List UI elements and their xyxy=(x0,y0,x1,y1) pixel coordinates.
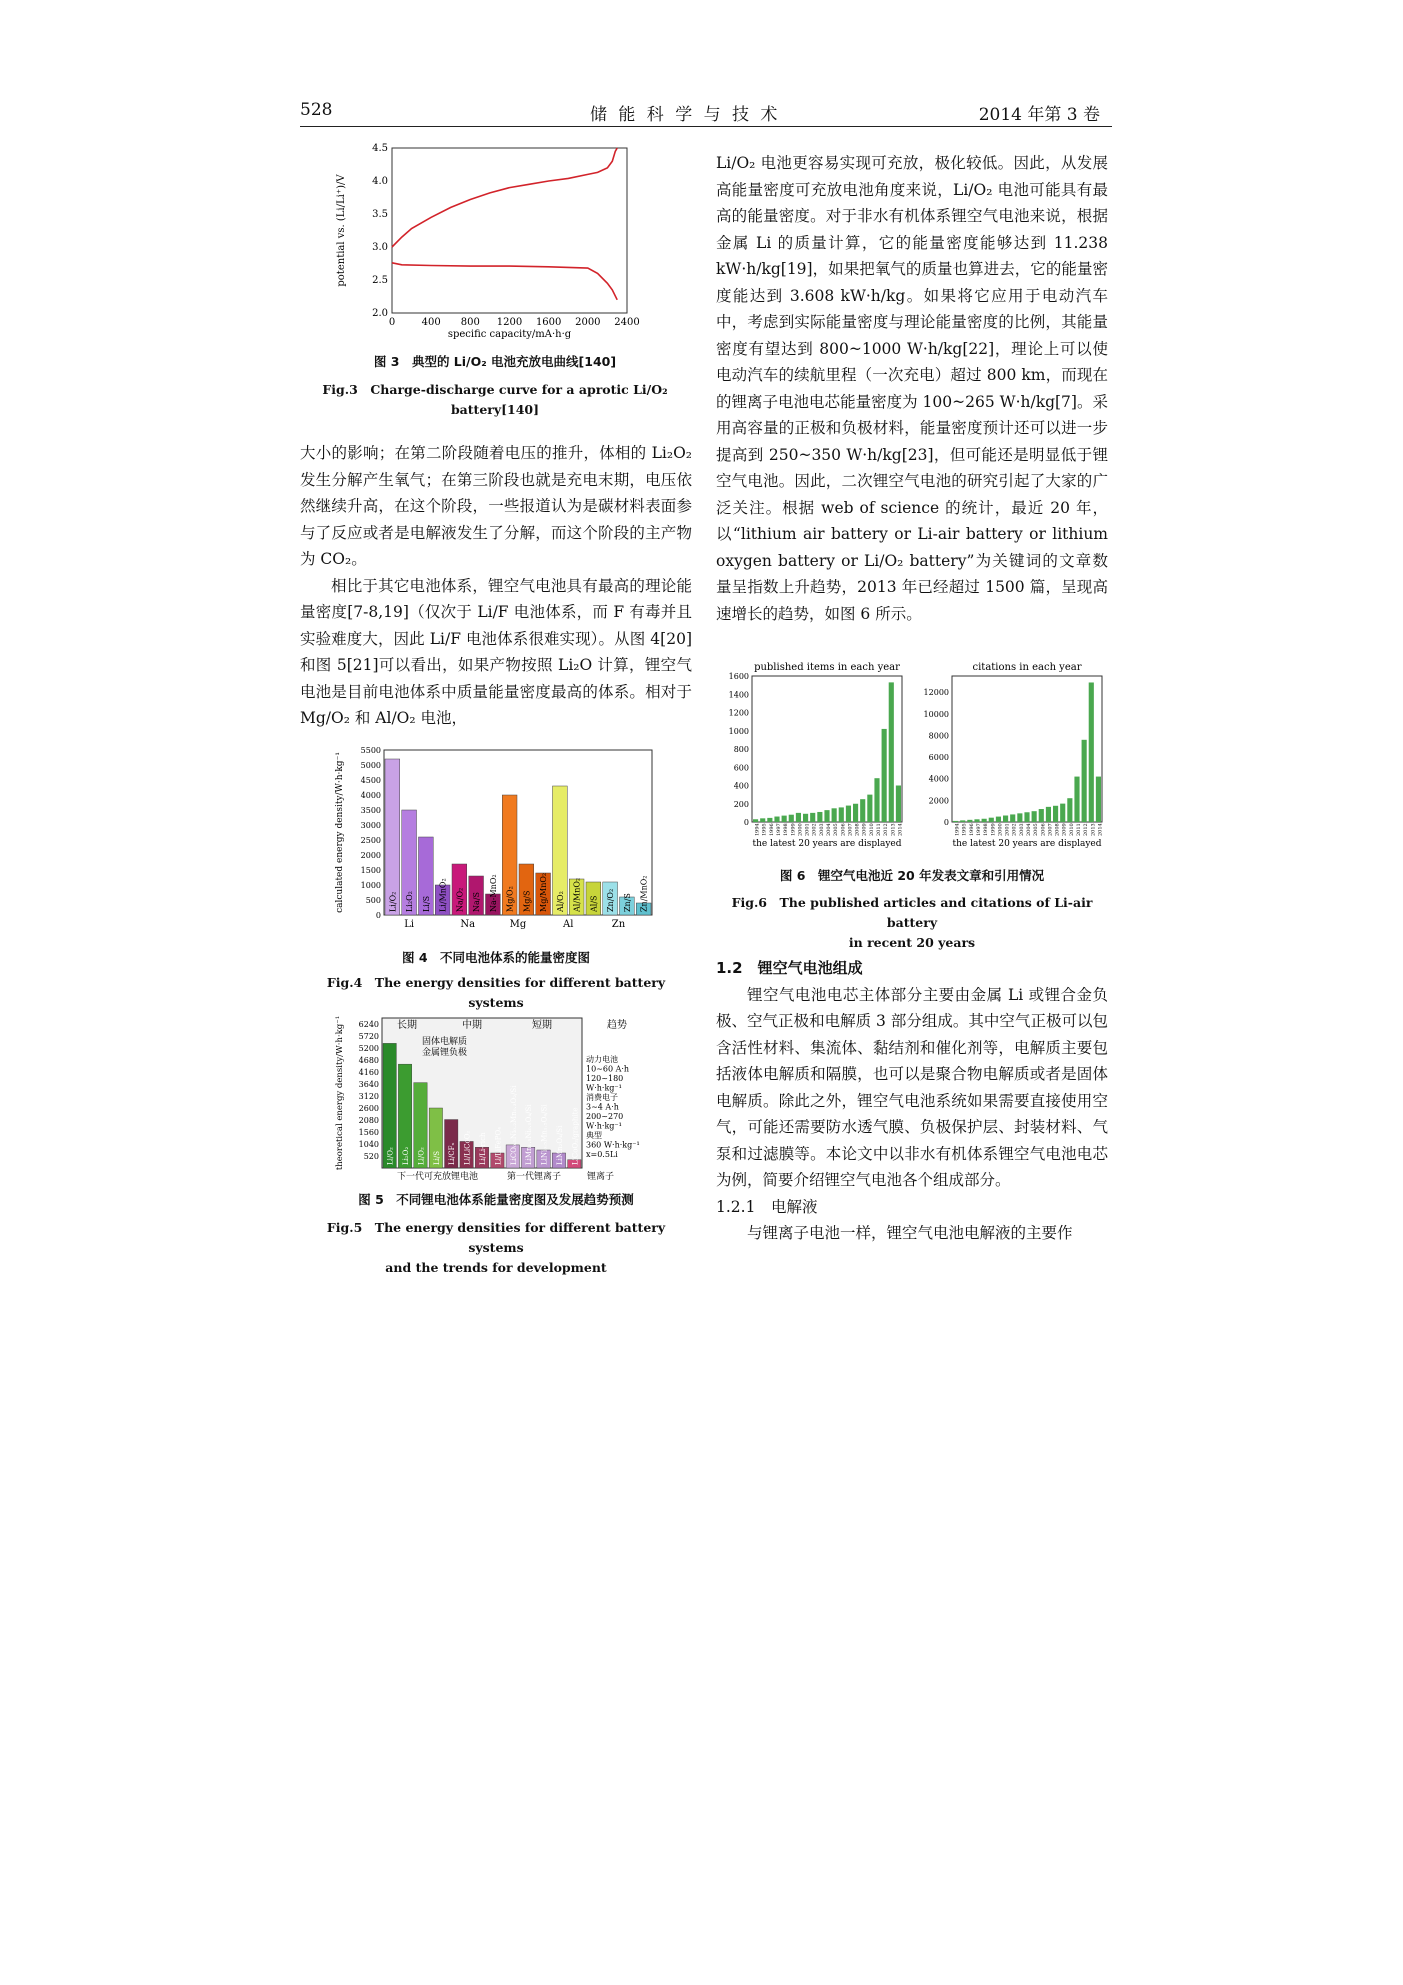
fig5-y-tick: 3640 xyxy=(358,1080,379,1089)
fig6-x-label: the latest 20 years are displayed xyxy=(952,839,1102,849)
fig6-x-tick: 2001 xyxy=(1004,823,1011,836)
fig4-bar-label: Li/O₂ xyxy=(388,891,398,912)
fig6-y-tick: 0 xyxy=(743,818,749,827)
fig6-bar xyxy=(810,813,815,822)
fig3-plot-frame xyxy=(392,148,627,313)
fig5-bar-label: Li/O₂ xyxy=(417,1147,426,1165)
fig6-x-tick: 2007 xyxy=(847,823,854,836)
fig6-bar xyxy=(1010,814,1015,822)
fig6-bar xyxy=(796,813,801,822)
fig6-x-tick: 2010 xyxy=(868,823,875,836)
fig3-x-tick: 0 xyxy=(388,317,396,328)
fig6-x-tick: 1995 xyxy=(761,823,768,836)
fig5-y-tick: 4160 xyxy=(358,1068,379,1077)
journal-title: 储 能 科 学 与 技 术 xyxy=(590,105,781,125)
fig6-x-tick: 2005 xyxy=(833,823,840,836)
fig6-x-tick: 2007 xyxy=(1047,823,1054,836)
fig5-bottom-label: 锂离子 xyxy=(587,1172,615,1182)
fig6-bar xyxy=(1096,777,1101,822)
fig6-x-tick: 1997 xyxy=(976,823,982,836)
fig3-x-tick: 2000 xyxy=(575,317,601,328)
fig6-bar xyxy=(767,818,772,822)
fig6-bar xyxy=(996,817,1001,822)
fig5-caption-cn: 图 5 不同锂电池体系能量密度图及发展趋势预测 xyxy=(358,1192,634,1207)
left-paragraph-1: 大小的影响；在第二阶段随着电压的推升，体相的 Li₂O₂ 发生分解产生氧气；在第三阶段也就是充电末期，电压依然继续升高，在这个阶段，一些报道认为是碳材料表面参与了反应或者是电解液发生了分解，而这个阶段的主产物为 CO₂。 xyxy=(300,444,692,568)
fig4-bar-label: Mg/S xyxy=(522,890,532,912)
fig4-y-tick: 5500 xyxy=(360,746,381,755)
fig6-chart-title: citations in each year xyxy=(972,662,1082,673)
fig6-bar xyxy=(974,819,979,822)
fig6-y-tick: 4000 xyxy=(928,774,949,784)
fig3-x-tick: 400 xyxy=(421,317,441,328)
fig6-bar xyxy=(782,816,787,822)
fig5-y-tick: 2080 xyxy=(358,1116,379,1125)
fig6-bar xyxy=(789,815,794,822)
fig4-bar-label: Al/MnO₂ xyxy=(572,877,582,912)
fig5-bar-label: LiMn₂O₄/Si xyxy=(555,1125,564,1165)
fig6-x-tick: 2013 xyxy=(1090,823,1097,836)
fig6-bar xyxy=(1082,740,1087,822)
fig6-x-tick: 1998 xyxy=(783,823,790,836)
fig6-x-tick: 2011 xyxy=(1076,823,1082,836)
fig5-bar-label: LiCoO₂/graphite xyxy=(571,1107,580,1165)
fig5-y-tick: 1040 xyxy=(358,1140,379,1149)
fig6-x-tick: 1999 xyxy=(990,823,997,836)
fig5-y-tick: 1560 xyxy=(358,1128,379,1137)
fig6-bar xyxy=(817,812,822,822)
fig5-zone-note: 金属锂负极 xyxy=(422,1048,468,1058)
fig6-bar xyxy=(1017,813,1022,822)
fig4-bar-label: Li₂O₂ xyxy=(405,891,415,912)
fig6-bar xyxy=(1039,809,1044,822)
fig5-y-tick: 5720 xyxy=(358,1032,379,1041)
fig6-x-tick: 1995 xyxy=(961,823,968,836)
fig4-bar-label: Zn/MnO₂ xyxy=(639,875,649,912)
fig6-bar xyxy=(853,804,858,822)
fig5-right-note: W·h·kg⁻¹ xyxy=(586,1121,622,1131)
fig3-caption-cn: 图 3 典型的 Li/O₂ 电池充放电曲线[140] xyxy=(373,354,617,369)
fig6-y-tick: 2000 xyxy=(928,796,949,806)
fig5-y-tick: 2600 xyxy=(358,1104,379,1113)
fig4-y-tick: 4000 xyxy=(360,791,381,800)
fig6-bar xyxy=(989,818,994,822)
fig3-x-tick: 2400 xyxy=(614,317,640,328)
fig6-bar xyxy=(889,682,894,822)
fig6-bar xyxy=(1046,807,1051,822)
fig6-x-tick: 2014 xyxy=(897,823,904,836)
fig6-x-tick: 1998 xyxy=(983,823,990,836)
fig5-bar-label: Li/CFₓ xyxy=(448,1142,457,1165)
left-column-text xyxy=(300,440,692,732)
fig5-y-tick: 4680 xyxy=(358,1056,379,1065)
fig6-x-tick: 2012 xyxy=(1083,823,1090,836)
fig3-y-tick: 3.0 xyxy=(372,242,388,253)
fig6-x-tick: 2004 xyxy=(1026,823,1032,836)
fig6-x-tick: 1994 xyxy=(754,823,761,836)
fig5-right-note: 200~270 xyxy=(586,1112,624,1121)
fig6-bar xyxy=(1053,806,1058,822)
fig5-bottom-label: 第一代锂离子 xyxy=(507,1172,562,1182)
fig6-x-tick: 1994 xyxy=(954,823,961,836)
fig4-y-tick: 4500 xyxy=(360,776,381,785)
fig4-bar-label: Mg/MnO₂ xyxy=(539,872,549,912)
fig4-bar-label: Al/O₂ xyxy=(555,891,565,912)
fig4-y-tick: 1000 xyxy=(360,881,381,890)
fig4-bar-label: Na-MnO₂ xyxy=(488,874,498,912)
fig6-x-tick: 2002 xyxy=(811,823,818,836)
fig6-y-tick: 6000 xyxy=(928,753,949,763)
fig4-group-label: Li xyxy=(404,919,415,930)
fig5-bar-label: Li/LiFePO₄ xyxy=(494,1126,503,1165)
fig6-bar xyxy=(882,729,887,822)
fig6-bar xyxy=(774,817,779,822)
fig6-x-tick: 2008 xyxy=(854,823,861,836)
fig5-bar-label: LiCO₀.₅Ni₀.₂Mn₀.₃O₂/Si xyxy=(509,1085,518,1165)
fig6-bar xyxy=(1060,804,1065,822)
fig5-zone-label: 中期 xyxy=(462,1020,482,1031)
fig3-x-label: specific capacity/mA·h·g xyxy=(447,329,572,340)
fig6-bar xyxy=(860,799,865,822)
fig4-bar xyxy=(385,759,400,915)
fig5-zone-label: 短期 xyxy=(532,1020,552,1031)
fig6-x-tick: 2000 xyxy=(797,823,804,836)
fig5-zone-label: 趋势 xyxy=(607,1020,627,1031)
right-column-text-bottom xyxy=(716,955,1108,1247)
right-paragraph-3: 与锂离子电池一样，锂空气电池电解液的主要作 xyxy=(747,1224,1073,1242)
fig5-right-note: x=0.5Li xyxy=(586,1150,618,1159)
fig6-x-tick: 2005 xyxy=(1033,823,1040,836)
fig3-y-tick: 4.5 xyxy=(372,143,388,154)
fig6-x-tick: 1997 xyxy=(776,823,782,836)
fig6-caption-en-line2: in recent 20 years xyxy=(848,935,976,950)
fig5-y-label: theoretical energy density/W·h·kg⁻¹ xyxy=(335,1015,345,1171)
fig6-x-label: the latest 20 years are displayed xyxy=(752,839,902,849)
page-number: 528 xyxy=(300,100,333,120)
fig5-bar-label: LiNi₀.₅Mn₁.₅O₄/Si xyxy=(540,1104,549,1165)
fig6-bar xyxy=(1089,682,1094,822)
fig3-caption-en-line1: Fig.3 Charge-discharge curve for a aprotic Li/O₂ xyxy=(322,382,668,397)
fig6-bar xyxy=(1003,816,1008,822)
fig5-right-note: 3~4 A·h xyxy=(586,1102,619,1112)
fig4-y-label: calculated energy density/W·h·kg⁻¹ xyxy=(335,752,345,913)
fig4-bar-label: Zn/O₂ xyxy=(606,888,616,912)
fig4-group-label: Na xyxy=(460,919,476,930)
fig3-x-tick: 800 xyxy=(460,317,480,328)
fig3-y-label: potential vs. (Li/Li⁺)/V xyxy=(336,174,347,287)
fig6-x-tick: 2001 xyxy=(804,823,811,836)
fig6-y-tick: 1400 xyxy=(728,690,749,700)
fig5-right-note: 消费电子 xyxy=(586,1093,618,1102)
fig6-bar xyxy=(867,795,872,822)
fig4-y-tick: 2000 xyxy=(360,851,381,860)
fig6-x-tick: 2011 xyxy=(876,823,882,836)
fig5-right-note: 10~60 A·h xyxy=(586,1064,630,1074)
fig4-y-tick: 0 xyxy=(375,911,381,920)
fig4-bar-label: Li/S xyxy=(421,895,431,912)
left-paragraph-2: 相比于其它电池体系，锂空气电池具有最高的理论能量密度[7-8,19]（仅次于 Li/F 电池体系，而 F 有毒并且实验难度大，因此 Li/F 电池体系很难实现）。从图 4[20]和图 5[21]可以看出，如果产物按照 Li₂O 计算，锂空气电池是目前电池体系中质量能量密度最高的体系。相对于 Mg/O₂ 和 Al/O₂ 电池， xyxy=(300,576,692,727)
fig3-chart xyxy=(330,140,650,350)
fig3-caption-en-line2: battery[140] xyxy=(450,402,540,417)
fig3-y-tick: 4.0 xyxy=(372,176,388,187)
fig6-y-tick: 0 xyxy=(943,818,949,827)
fig5-right-note: 360 W·h·kg⁻¹ xyxy=(586,1140,640,1150)
fig6-x-tick: 2008 xyxy=(1054,823,1061,836)
fig6-bar xyxy=(839,807,844,822)
fig5-zone-label: 长期 xyxy=(397,1020,417,1031)
fig5-zone-note: 固体电解质 xyxy=(422,1037,468,1047)
fig6-x-tick: 1996 xyxy=(968,823,975,836)
fig5-chart xyxy=(332,1010,672,1182)
fig4-bar-label: Li/MnO₂ xyxy=(438,878,448,912)
fig4-bar-label: Mg/O₂ xyxy=(505,886,515,912)
fig4-group-label: Al xyxy=(563,919,574,930)
fig5-right-note: 典型 xyxy=(586,1131,602,1140)
fig6-y-tick: 8000 xyxy=(928,731,949,741)
fig3-y-tick: 3.5 xyxy=(372,209,388,220)
fig6-bar xyxy=(896,786,901,823)
fig6-bar xyxy=(874,778,879,822)
right-column-text-top xyxy=(716,150,1108,627)
fig6-chart xyxy=(716,660,1108,858)
fig4-bar-label: Zn/S xyxy=(622,893,632,912)
fig6-bar xyxy=(824,810,829,822)
fig6-x-tick: 2002 xyxy=(1011,823,1018,836)
fig6-x-tick: 1999 xyxy=(790,823,797,836)
fig5-bar-label: Li/Li-rich xyxy=(479,1132,487,1165)
fig6-caption-en-line1: Fig.6 The published articles and citations of Li-air battery xyxy=(731,895,1093,930)
fig5-y-tick: 6240 xyxy=(358,1020,379,1029)
fig6-bar xyxy=(803,814,808,822)
fig6-bar xyxy=(846,806,851,822)
fig3-x-tick: 1600 xyxy=(535,317,562,328)
right-paragraph-1: Li/O₂ 电池更容易实现可充放，极化较低。因此，从发展高能量密度可充放电池角度来说，Li/O₂ 电池可能具有最高的能量密度。对于非水有机体系锂空气电池来说，根据金属 Li 的质量计算，它的能量密度能够达到 11.238 kW·h/kg[19]，如果把氧气的质量也算进去，它的能量密度能达到 3.608 kW·h/kg。如果将它应用于电动汽车中，考虑到实际能量密度与理论能量密度的比例，其能量密度有望达到 800~1000 W·h/kg[22]，理论上可以使电动汽车的续航里程（一次充电）超过 800 km，而现在的锂离子电池电芯能量密度为 100~265 W·h/kg[7]。采用高容量的正极和负极材料，能量密度预计还可以进一步提高到 250~350 W·h/kg[23]，但可能还是明显低于锂空气电池。因此，二次锂空气电池的研究引起了大家的广泛关注。根据 web of science 的统计，最近 20 年，以“lithium air battery or Li-air battery or lithium oxygen battery or Li/O₂ battery”为关键词的文章数量呈指数上升趋势，2013 年已经超过 1500 篇，呈现高速增长的趋势，如图 6 所示。 xyxy=(716,154,1108,623)
fig6-bar xyxy=(1067,798,1072,822)
fig4-y-tick: 500 xyxy=(365,896,381,905)
fig6-x-tick: 2013 xyxy=(890,823,897,836)
fig5-caption-en-line2: and the trends for development xyxy=(385,1260,607,1275)
fig4-bar-label: Al/S xyxy=(589,895,599,912)
fig4-y-tick: 2500 xyxy=(360,836,381,845)
fig6-caption-cn: 图 6 锂空气电池近 20 年发表文章和引用情况 xyxy=(779,868,1045,883)
running-header xyxy=(300,96,1112,127)
fig5-bar-label: Li/LiCoO₂ xyxy=(463,1130,472,1165)
fig6-x-tick: 2000 xyxy=(997,823,1004,836)
fig6-y-tick: 1200 xyxy=(728,708,749,718)
fig6-x-tick: 2009 xyxy=(861,823,868,836)
fig6-bar xyxy=(960,820,965,822)
fig6-y-tick: 1600 xyxy=(728,672,749,681)
fig6-y-tick: 12000 xyxy=(923,688,949,698)
fig6-bar xyxy=(982,819,987,822)
fig5-bottom-label: 下一代可充放锂电池 xyxy=(397,1172,479,1182)
fig4-y-tick: 5000 xyxy=(360,761,381,770)
fig4-bar-label: Na/O₂ xyxy=(455,887,465,912)
fig5-right-note: W·h·kg⁻¹ xyxy=(586,1083,622,1093)
section-heading-1-2: 1.2 锂空气电池组成 xyxy=(716,959,863,977)
fig3-series-line-2 xyxy=(392,263,617,300)
fig6-y-tick: 600 xyxy=(733,763,749,773)
fig6-bar xyxy=(832,808,837,822)
fig5-right-note: 120~180 xyxy=(586,1074,624,1083)
fig6-bar xyxy=(967,820,972,822)
fig5-bar-label: Li₂O₂ xyxy=(402,1146,411,1165)
fig4-caption-en: Fig.4 The energy densities for different battery systems xyxy=(326,975,666,1010)
fig4-y-tick: 3500 xyxy=(360,806,381,815)
fig6-y-tick: 200 xyxy=(733,799,749,809)
fig4-y-tick: 1500 xyxy=(360,866,381,875)
fig6-x-tick: 2006 xyxy=(1040,823,1047,836)
fig6-y-tick: 1000 xyxy=(728,726,749,736)
fig4-y-tick: 3000 xyxy=(360,821,381,830)
fig6-bar xyxy=(1024,812,1029,822)
fig4-chart xyxy=(332,742,662,942)
fig3-y-tick: 2.0 xyxy=(372,308,388,319)
section-heading-1-2-1: 1.2.1 电解液 xyxy=(716,1197,818,1216)
fig3-y-tick: 2.5 xyxy=(372,275,388,286)
fig6-bar xyxy=(1074,777,1079,822)
fig6-x-tick: 2009 xyxy=(1061,823,1068,836)
fig5-right-note: 动力电池 xyxy=(586,1055,618,1064)
fig5-y-tick: 520 xyxy=(363,1152,379,1161)
fig6-x-tick: 2003 xyxy=(818,823,825,836)
fig3-x-tick: 1200 xyxy=(496,317,523,328)
fig5-bar-label: Li/S xyxy=(432,1150,441,1165)
fig6-bar xyxy=(1032,811,1037,822)
fig6-x-tick: 2003 xyxy=(1018,823,1025,836)
fig4-group-label: Mg xyxy=(509,919,527,930)
right-paragraph-2: 锂空气电池电芯主体部分主要由金属 Li 或锂合金负极、空气正极和电解质 3 部分组成。其中空气正极可以包含活性材料、集流体、黏结剂和催化剂等，电解质主要包括液体电解质和隔膜，也可以是聚合物电解质或者是固体电解质。除此之外，锂空气电池系统如果需要直接使用空气，可能还需要防水透气膜、负极保护层、封装材料、气泵和过滤膜等。本论文中以非水有机体系锂空气电池电芯为例，简要介绍锂空气电池各个组成部分。 xyxy=(716,985,1108,1189)
fig6-y-tick: 10000 xyxy=(923,709,949,719)
fig6-x-tick: 2006 xyxy=(840,823,847,836)
fig6-caption-en xyxy=(716,893,1108,953)
fig6-y-tick: 800 xyxy=(733,745,749,754)
fig6-bar xyxy=(753,819,758,822)
fig4-group-label: Zn xyxy=(611,919,626,930)
fig6-y-tick: 400 xyxy=(733,781,749,791)
fig4-bar-label: Na/S xyxy=(472,892,482,912)
fig6-bar xyxy=(953,821,958,822)
fig5-y-tick: 3120 xyxy=(358,1092,379,1101)
fig6-x-tick: 1996 xyxy=(768,823,775,836)
fig6-chart-title: published items in each year xyxy=(754,662,900,673)
fig5-y-tick: 5200 xyxy=(358,1044,379,1053)
fig4-caption-cn: 图 4 不同电池体系的能量密度图 xyxy=(401,950,591,965)
fig5-bar-label: LiMn₁.₅Ni₀.₅O₄/Si xyxy=(525,1104,534,1165)
fig5-caption-en-line1: Fig.5 The energy densities for different battery systems xyxy=(326,1220,666,1255)
fig5-bar-label: Li/O₂ xyxy=(386,1147,395,1165)
fig5-caption-en xyxy=(300,1218,692,1278)
fig6-bar xyxy=(760,818,765,822)
fig3-caption-en xyxy=(300,380,690,420)
fig6-x-tick: 2010 xyxy=(1068,823,1075,836)
issue-label: 2014 年第 3 卷 xyxy=(978,105,1100,125)
fig6-x-tick: 2012 xyxy=(883,823,890,836)
fig3-series-line-1 xyxy=(392,148,617,247)
fig6-x-tick: 2004 xyxy=(826,823,832,836)
fig6-x-tick: 2014 xyxy=(1097,823,1104,836)
